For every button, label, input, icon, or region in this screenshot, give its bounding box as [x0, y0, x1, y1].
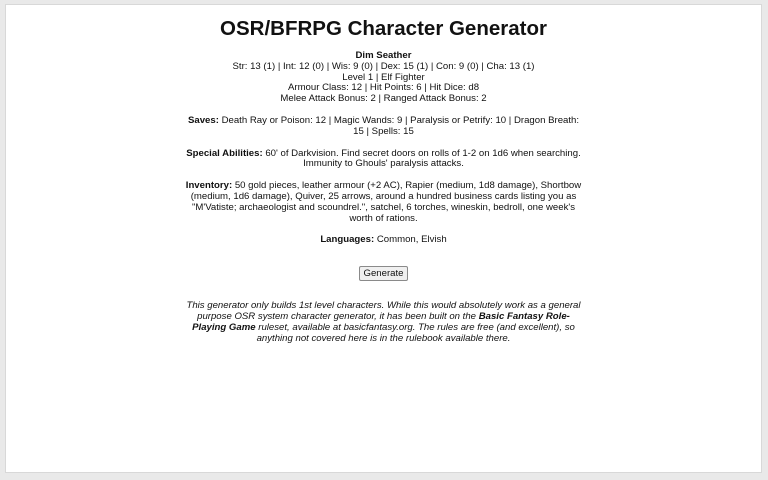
bfrpg-name: Basic Fantasy Role-Playing Game	[192, 310, 570, 333]
generate-button[interactable]: Generate	[359, 266, 407, 281]
armour-hp-line: Armour Class: 12 | Hit Points: 6 | Hit Dice: d8	[287, 82, 480, 94]
page-container	[5, 4, 762, 473]
footer-text-after: ruleset, available at basicfantasy.org. The rules are free (and excellent), so anything not covered here is in the rulebook available there.	[255, 321, 575, 344]
languages-section	[184, 235, 584, 246]
inventory-section	[184, 181, 584, 224]
level-class: Level 1 | Elf Fighter	[342, 71, 425, 83]
saves-section	[184, 116, 584, 138]
saves-text: Death Ray or Poison: 12 | Magic Wands: 9 | Paralysis or Petrify: 10 | Dragon Breath: 15 | Spells: 15	[221, 114, 580, 137]
languages-text: Common, Elvish	[376, 234, 447, 246]
inventory-text: 50 gold pieces, leather armour (+2 AC), Rapier (medium, 1d8 damage), Shortbow (medium, 1d6 damage), Quiver, 25 arrows, around a hundred business cards listing you as "M'Vatiste; archaeologist and scoundrel.", satchel, 6 torches, wineskin, bedroll, one week's worth of rations.	[190, 180, 582, 224]
main-content	[184, 17, 584, 344]
special-abilities-label: Special Abilities:	[186, 147, 263, 159]
special-abilities-section	[184, 149, 584, 171]
footer-text-before: This generator only builds 1st level characters. While this would absolutely work as a general purpose OSR system character generator, it has been built on the	[186, 300, 581, 322]
page-title: OSR/BFRPG Character Generator	[220, 17, 547, 40]
ability-scores: Str: 13 (1) | Int: 12 (0) | Wis: 9 (0) | Dex: 15 (1) | Con: 9 (0) | Cha: 13 (1)	[232, 60, 535, 72]
character-name: Dim Seather	[355, 50, 412, 61]
attack-bonus-line: Melee Attack Bonus: 2 | Ranged Attack Bonus: 2	[280, 93, 487, 105]
languages-label: Languages:	[320, 234, 375, 246]
character-summary	[184, 51, 584, 105]
saves-label: Saves:	[187, 114, 219, 126]
generate-button-wrapper	[184, 266, 584, 281]
inventory-label: Inventory:	[185, 180, 233, 192]
special-abilities-text: 60' of Darkvision. Find secret doors on rolls of 1-2 on 1d6 when searching. Immunity to Ghouls' paralysis attacks.	[265, 147, 581, 170]
footer-note	[184, 301, 584, 344]
